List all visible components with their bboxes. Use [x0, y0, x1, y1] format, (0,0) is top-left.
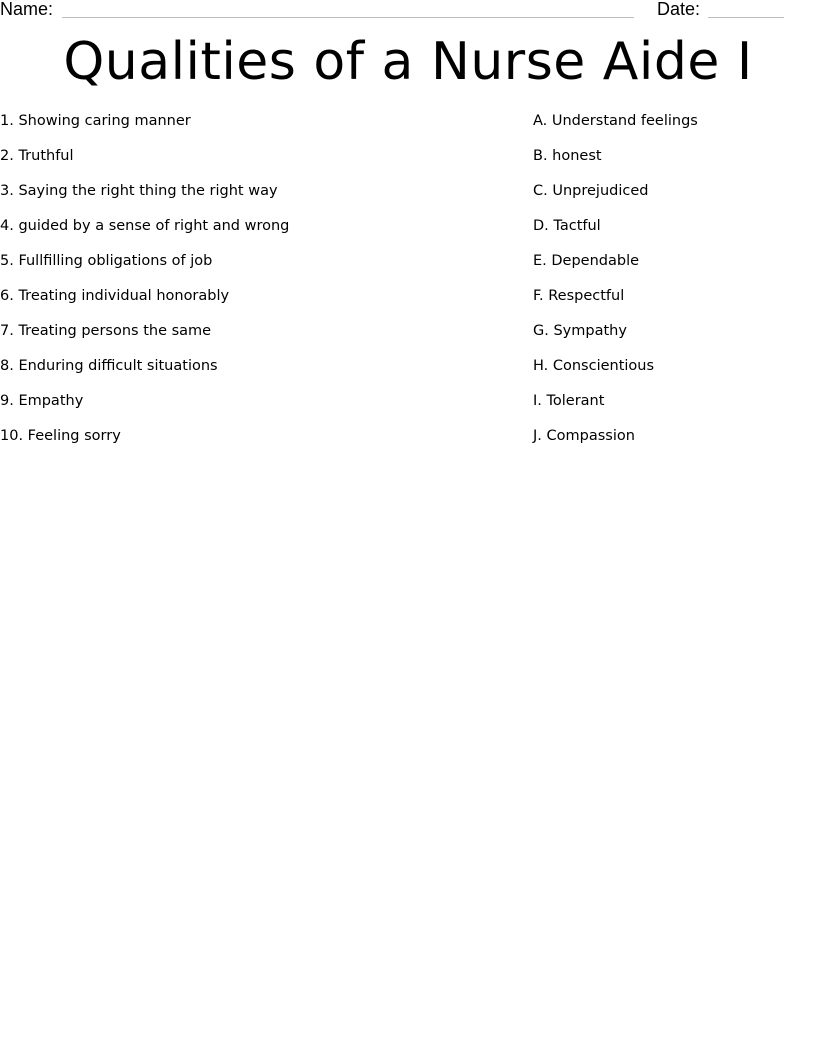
question-item: 7. Treating persons the same — [0, 323, 212, 339]
question-item: 10. Feeling sorry — [0, 428, 121, 444]
answer-item: I. Tolerant — [533, 393, 605, 409]
question-item: 4. guided by a sense of right and wrong — [0, 218, 290, 234]
question-item: 5. Fullfilling obligations of job — [0, 253, 213, 269]
date-label: Date: — [657, 0, 701, 19]
answer-item: J. Compassion — [533, 428, 635, 444]
answer-item: A. Understand feelings — [533, 113, 698, 129]
date-blank-line[interactable] — [708, 17, 784, 18]
answer-item: E. Dependable — [533, 253, 640, 269]
answers-column — [533, 111, 698, 461]
answer-item: C. Unprejudiced — [533, 183, 649, 199]
answer-item: G. Sympathy — [533, 323, 627, 339]
worksheet-header — [0, 0, 816, 24]
question-item: 8. Enduring difficult situations — [0, 358, 218, 374]
question-item: 3. Saying the right thing the right way — [0, 183, 278, 199]
question-item: 6. Treating individual honorably — [0, 288, 230, 304]
answer-item: H. Conscientious — [533, 358, 655, 374]
answer-item: D. Tactful — [533, 218, 601, 234]
worksheet-title: Qualities of a Nurse Aide I — [63, 32, 753, 92]
question-item: 9. Empathy — [0, 393, 84, 409]
answer-item: F. Respectful — [533, 288, 625, 304]
answer-item: B. honest — [533, 148, 602, 164]
name-label: Name: — [0, 0, 54, 19]
name-blank-line[interactable] — [62, 17, 634, 18]
question-item: 1. Showing caring manner — [0, 113, 191, 129]
question-item: 2. Truthful — [0, 148, 74, 164]
questions-column — [0, 111, 289, 461]
